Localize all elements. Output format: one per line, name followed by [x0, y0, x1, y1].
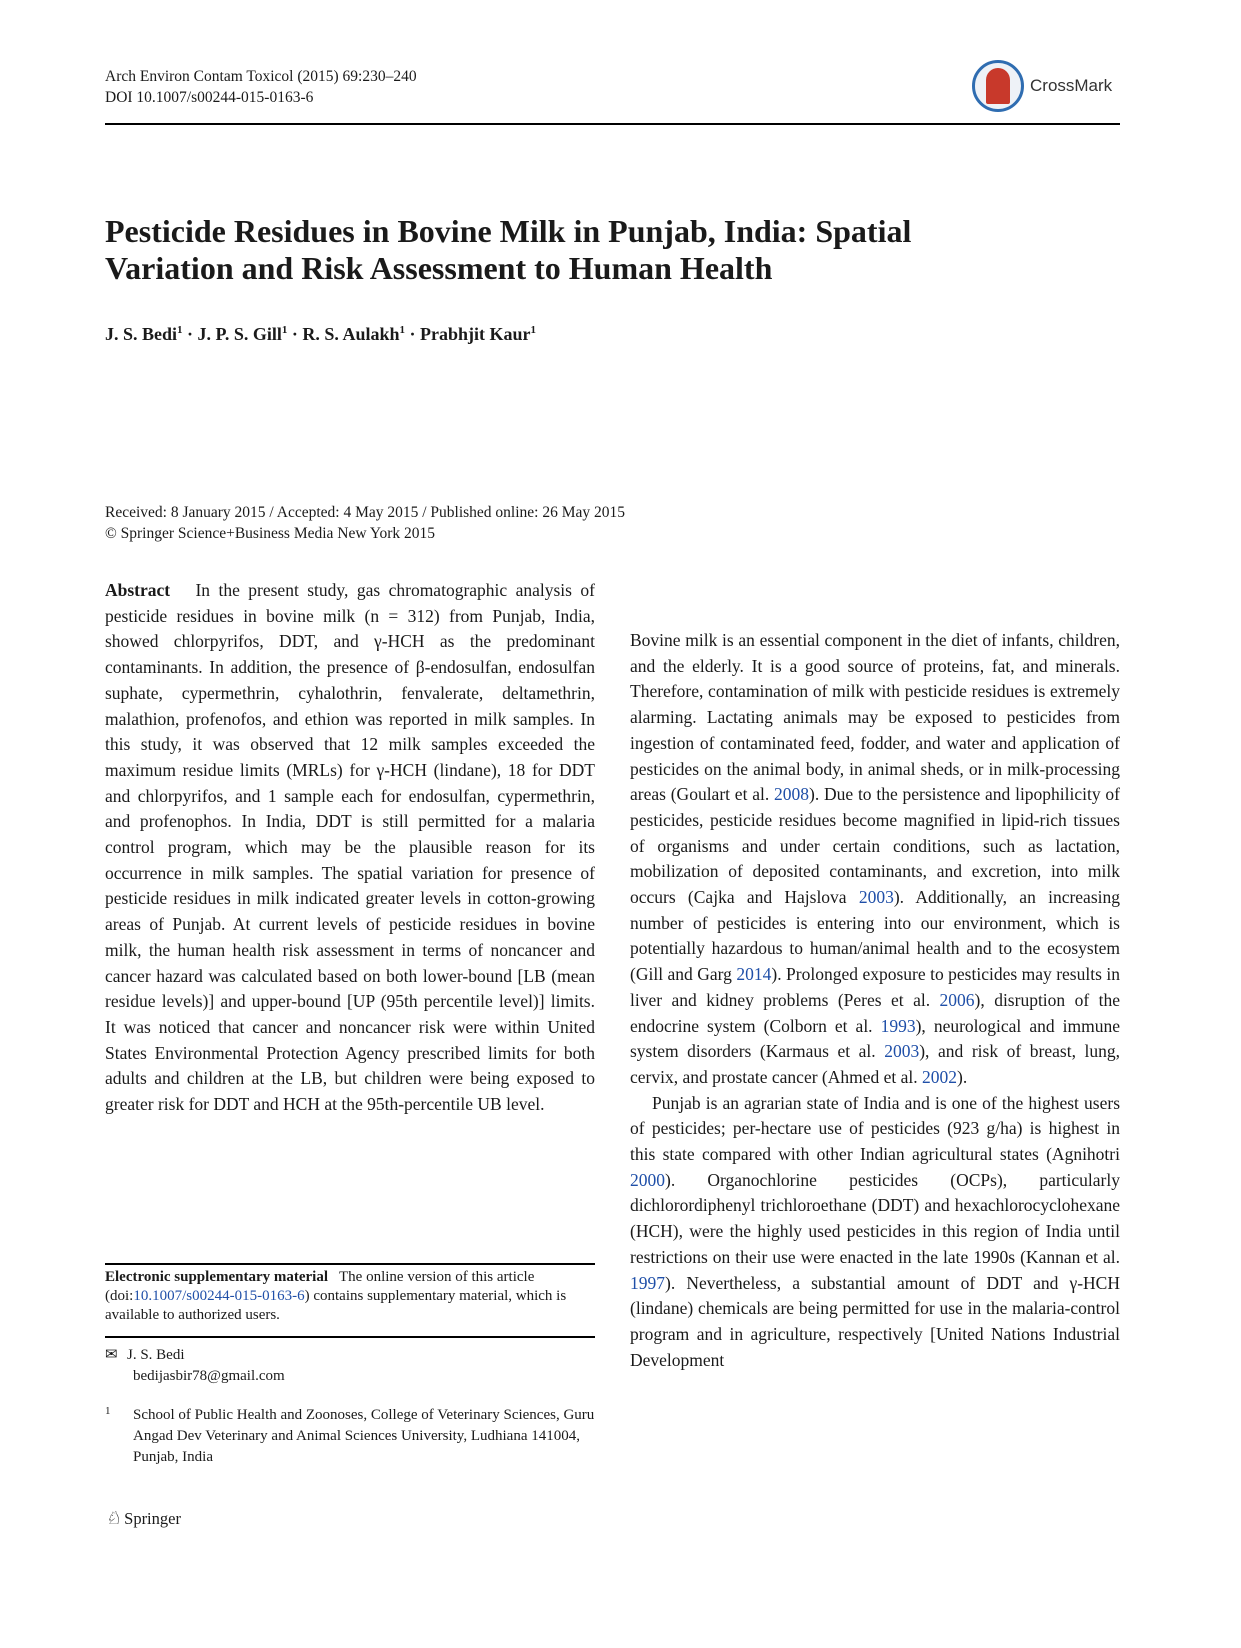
footnote-divider	[105, 1263, 595, 1265]
body-paragraph-1	[630, 628, 1120, 1091]
body-text: Punjab is an agrarian state of India and is one of the highest users of pesticides; per-hectare use of pesticides (923 g/ha) is highest in this state compared with other Indian agricultural states (Agnihotri	[630, 1092, 1120, 1165]
supplementary-text-end: ) contains supplementary material, which is available to authorized users.	[105, 1288, 567, 1323]
author-name: R. S. Aulakh	[302, 324, 400, 344]
body-text: ). Nevertheless, a substantial amount of DDT and γ-HCH (lindane) chemicals are being permitted for use in the malaria-control program and in agriculture, respectively [United Nations Industrial Development	[630, 1272, 1120, 1370]
citation-link[interactable]: 1997	[630, 1272, 665, 1293]
publication-dates	[105, 502, 625, 544]
body-text: ).	[957, 1066, 968, 1087]
affiliation	[105, 1405, 595, 1468]
crossmark-badge[interactable]	[972, 60, 1112, 118]
author-affil-marker: 1	[530, 324, 536, 336]
author-separator: ·	[182, 324, 198, 344]
correspondence	[105, 1345, 285, 1387]
body-text: ), disruption of the endocrine system (Colborn et al.	[630, 989, 1120, 1036]
body-text: Bovine milk is an essential component in the diet of infants, children, and the elderly. It is a good source of proteins, fat, and minerals. Therefore, contamination of milk with pesticide residues is extremely alarming. Lactating animals may be exposed to pesticides from ingestion of contaminated feed, fodder, and water and application of pesticides on the animal body, in animal sheds, or in milk-processing areas (Goulart et al.	[630, 630, 1120, 805]
citation-link[interactable]: 2008	[774, 784, 810, 805]
title-line-1: Pesticide Residues in Bovine Milk in Punjab, India: Spatial	[105, 213, 912, 249]
citation-link[interactable]: 2003	[884, 1041, 920, 1062]
running-header	[105, 66, 417, 108]
author-name: J. P. S. Gill	[197, 324, 282, 344]
citation-link[interactable]: 2002	[922, 1066, 958, 1087]
author-affil-marker: 1	[177, 324, 183, 336]
body-paragraph-2	[630, 1091, 1120, 1374]
corresponding-email[interactable]: bedijasbir78@gmail.com	[133, 1368, 285, 1384]
header-divider	[105, 123, 1120, 125]
citation-link[interactable]: 2014	[736, 964, 772, 985]
author-separator: ·	[287, 324, 303, 344]
author-separator: ·	[404, 324, 420, 344]
springer-horse-icon: ♘	[105, 1508, 122, 1528]
introduction-column	[630, 628, 1120, 1373]
supplementary-label: Electronic supplementary material	[105, 1269, 329, 1285]
affiliation-number: 1	[105, 1405, 111, 1417]
supplementary-text: The online version of this article (doi:	[105, 1269, 535, 1304]
envelope-icon: ✉	[105, 1347, 118, 1363]
received-accepted-dates: Received: 8 January 2015 / Accepted: 4 May 2015 / Published online: 26 May 2015	[105, 504, 626, 521]
abstract-column	[105, 578, 595, 1118]
affiliation-text: School of Public Health and Zoonoses, College of Veterinary Sciences, Guru Angad Dev Veterinary and Animal Sciences University, Ludhiana 141004, Punjab, India	[133, 1407, 595, 1465]
author-affil-marker: 1	[399, 324, 405, 336]
corresponding-author: J. S. Bedi	[127, 1347, 185, 1363]
page-footer	[105, 1508, 181, 1529]
abstract	[105, 578, 595, 1118]
publisher-name: Springer	[124, 1509, 181, 1528]
body-text: ). Prolonged exposure to pesticides may results in liver and kidney problems (Peres et al.	[630, 964, 1120, 1010]
journal-citation: Arch Environ Contam Toxicol (2015) 69:230–240	[105, 68, 417, 85]
author-affil-marker: 1	[281, 324, 288, 336]
citation-link[interactable]: 2003	[858, 887, 894, 908]
supplementary-note	[105, 1268, 595, 1325]
body-text: ). Due to the persistence and lipophilicity of pesticides, pesticide residues become magnified in lipid-rich tissues of organisms and under certain conditions, such as lactation, mobilization of deposited contaminants, and excretion, into milk occurs (Cajka and Hajslova	[630, 784, 1121, 908]
author-name: J. S. Bedi	[105, 324, 178, 344]
crossmark-label: CrossMark	[1030, 76, 1113, 95]
author-name: Prabhjit Kaur	[420, 324, 531, 344]
citation-link[interactable]: 2000	[630, 1169, 665, 1190]
supplementary-doi-link[interactable]: 10.1007/s00244-015-0163-6	[133, 1288, 305, 1304]
citation-link[interactable]: 1993	[880, 1015, 916, 1036]
body-text: ). Additionally, an increasing number of pesticides is entering into our environment, which is potentially hazardous to human/animal health and to the ecosystem (Gill and Garg	[630, 887, 1120, 985]
abstract-text: In the present study, gas chromatographic analysis of pesticide residues in bovine milk (n = 312) from Punjab, India, showed chlorpyrifos, DDT, and γ-HCH as the predominant contaminants. In addition, the presence of β-endosulfan, endosulfan suphate, cypermethrin, cyhalothrin, fenvalerate, deltamethrin, malathion, profenofos, and ethion was reported in milk samples. In this study, it was observed that 12 milk samples exceeded the maximum residue limits (MRLs) for γ-HCH (lindane), 18 for DDT and chlorpyrifos, and 1 sample each for endosulfan, cypermethrin, and profenophos. In India, DDT is still permitted for a malaria control program, which may be the plausible reason for its occurrence in milk samples. The spatial variation for presence of pesticide residues in milk indicated greater levels in cotton-growing areas of Punjab. At current levels of pesticide residues in bovine milk, the human health risk assessment in terms of noncancer and cancer hazard was calculated based on both lower-bound [LB (mean residue levels)] and upper-bound [UP (95th percentile level)] limits. It was noticed that cancer and noncancer risk were within United States Environmental Protection Agency prescribed limits for both adults and children at the LB, but children were being exposed to greater risk for DDT and HCH at the 95th-percentile UB level.	[105, 580, 595, 1115]
author-list	[105, 324, 536, 345]
article-doi: DOI 10.1007/s00244-015-0163-6	[105, 89, 314, 106]
abstract-label: Abstract	[105, 580, 171, 600]
citation-link[interactable]: 2006	[939, 989, 975, 1010]
body-text: ), and risk of breast, lung, cervix, and prostate cancer (Ahmed et al.	[630, 1041, 1120, 1087]
crossmark-flag-icon	[986, 68, 1010, 104]
copyright-notice: © Springer Science+Business Media New York 2015	[105, 525, 436, 542]
body-text: ), neurological and immune system disorders (Karmaus et al.	[630, 1015, 1120, 1062]
title-line-2: Variation and Risk Assessment to Human Health	[105, 250, 773, 286]
footnote-divider-2	[105, 1336, 595, 1338]
body-text: ). Organochlorine pesticides (OCPs), particularly dichlorordiphenyl trichloroethane (DDT) and hexachlorocyclohexane (HCH), were the highly used pesticides in this region of India until restrictions on their use were enacted in the late 1990s (Kannan et al.	[630, 1169, 1120, 1267]
article-title	[105, 213, 1105, 287]
